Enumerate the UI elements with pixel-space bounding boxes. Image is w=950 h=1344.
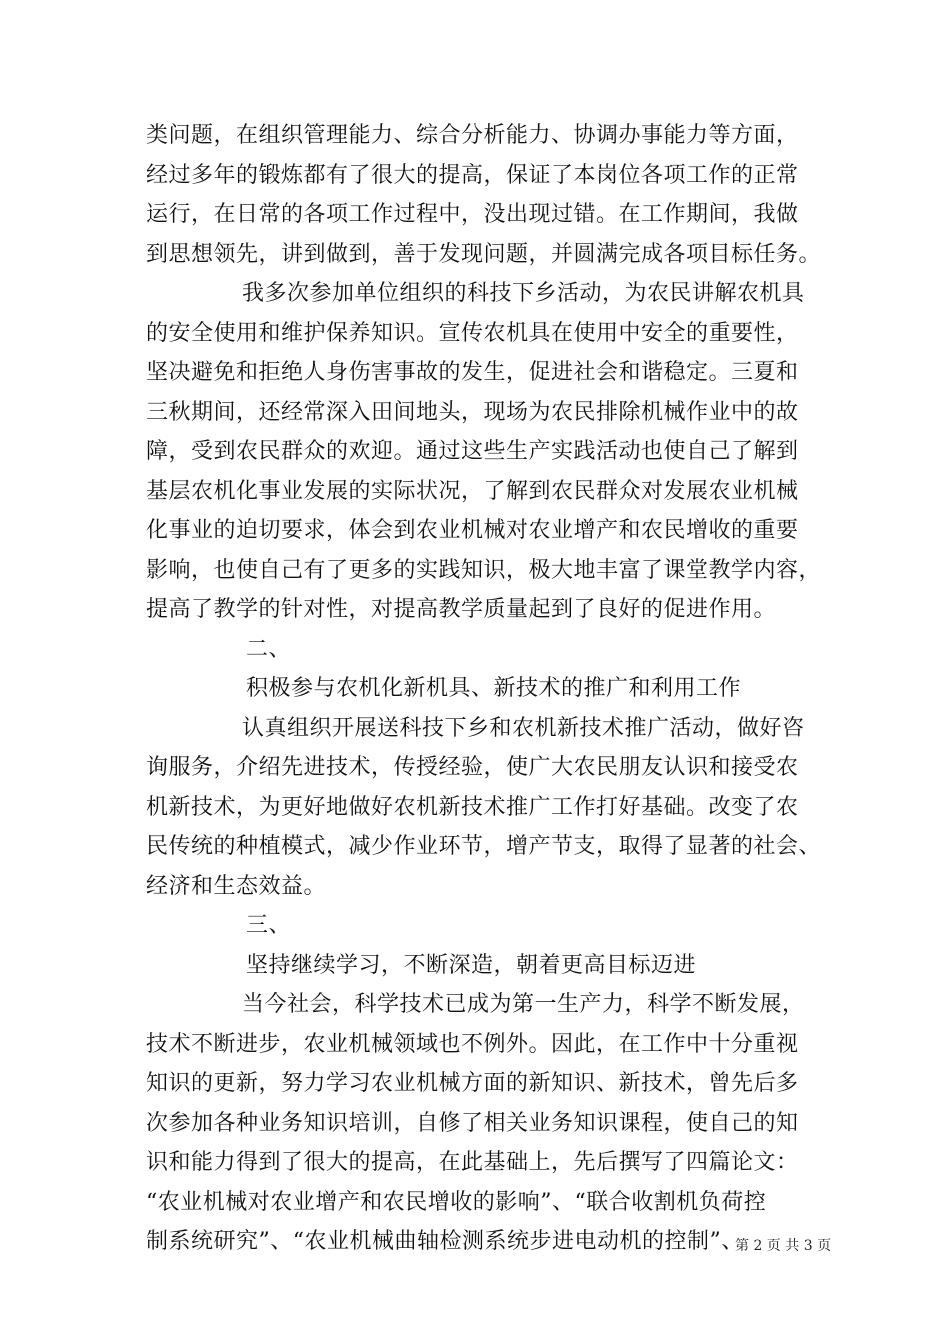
text-line: 运行，在日常的各项工作过程中，没出现过错。在工作期间，我做: [146, 202, 799, 227]
text-line: 识和能力得到了很大的提高，在此基础上，先后撰写了四篇论文：: [146, 1150, 799, 1175]
text-line: 技术不断进步，农业机械领域也不例外。因此，在工作中十分重视: [146, 1031, 799, 1057]
text-line: 经过多年的锻炼都有了很大的提高，保证了本岗位各项工作的正常: [146, 162, 799, 188]
text-line: 基层农机化事业发展的实际状况，了解到农民群众对发展农业机械: [146, 478, 799, 504]
paragraph-first-line: 我多次参加单位组织的科技下乡活动，为农民讲解农机具: [242, 281, 805, 306]
section-number: 二、: [246, 636, 292, 662]
page-number-footer: 第 2 页 共 3 页: [735, 1238, 832, 1254]
section-heading: 坚持继续学习，不断深造，朝着更高目标迈进: [246, 952, 697, 978]
paragraph-first-line: 认真组织开展送科技下乡和农机新技术推广活动，做好咨: [242, 715, 805, 741]
text-line: 坚决避免和拒绝人身伤害事故的发生，促进社会和谐稳定。三夏和: [146, 360, 799, 385]
text-line: 类问题，在组织管理能力、综合分析能力、协调办事能力等方面，: [146, 123, 799, 148]
text-line: 经济和生态效益。: [146, 873, 327, 899]
text-line: 三秋期间，还经常深入田间地头，现场为农民排除机械作业中的故: [146, 399, 799, 425]
section-number: 三、: [246, 913, 292, 938]
text-line: 化事业的迫切要求，体会到农业机械对农业增产和农民增收的重要: [146, 518, 799, 543]
text-line: 制系统研究”、“农业机械曲轴检测系统步进电动机的控制”、: [146, 1229, 744, 1254]
text-line: “农业机械对农业增产和农民增收的影响”、“联合收割机负荷控: [146, 1189, 767, 1215]
text-line: 询服务，介绍先进技术，传授经验，使广大农民朋友认识和接受农: [146, 755, 799, 780]
paragraph-first-line: 当今社会，科学技术已成为第一生产力，科学不断发展，: [242, 992, 805, 1017]
text-line: 障，受到农民群众的欢迎。通过这些生产实践活动也使自己了解到: [146, 439, 799, 464]
text-line: 提高了教学的针对性，对提高教学质量起到了良好的促进作用。: [146, 597, 777, 622]
text-line: 的安全使用和维护保养知识。宣传农机具在使用中安全的重要性，: [146, 320, 799, 346]
text-line: 机新技术，为更好地做好农机新技术推广工作打好基础。改变了农: [146, 794, 799, 820]
section-heading: 积极参与农机化新机具、新技术的推广和利用工作: [246, 676, 742, 701]
text-line: 知识的更新，努力学习农业机械方面的新知识、新技术，曾先后多: [146, 1071, 799, 1096]
text-line: 到思想领先，讲到做到，善于发现问题，并圆满完成各项目标任务。: [146, 241, 822, 267]
text-line: 民传统的种植模式，减少作业环节，增产节支，取得了显著的社会、: [146, 834, 822, 859]
text-line: 影响，也使自己有了更多的实践知识，极大地丰富了课堂教学内容，: [146, 557, 822, 583]
text-line: 次参加各种业务知识培训，自修了相关业务知识课程，使自己的知: [146, 1110, 799, 1136]
body-text: [146, 116, 826, 1262]
